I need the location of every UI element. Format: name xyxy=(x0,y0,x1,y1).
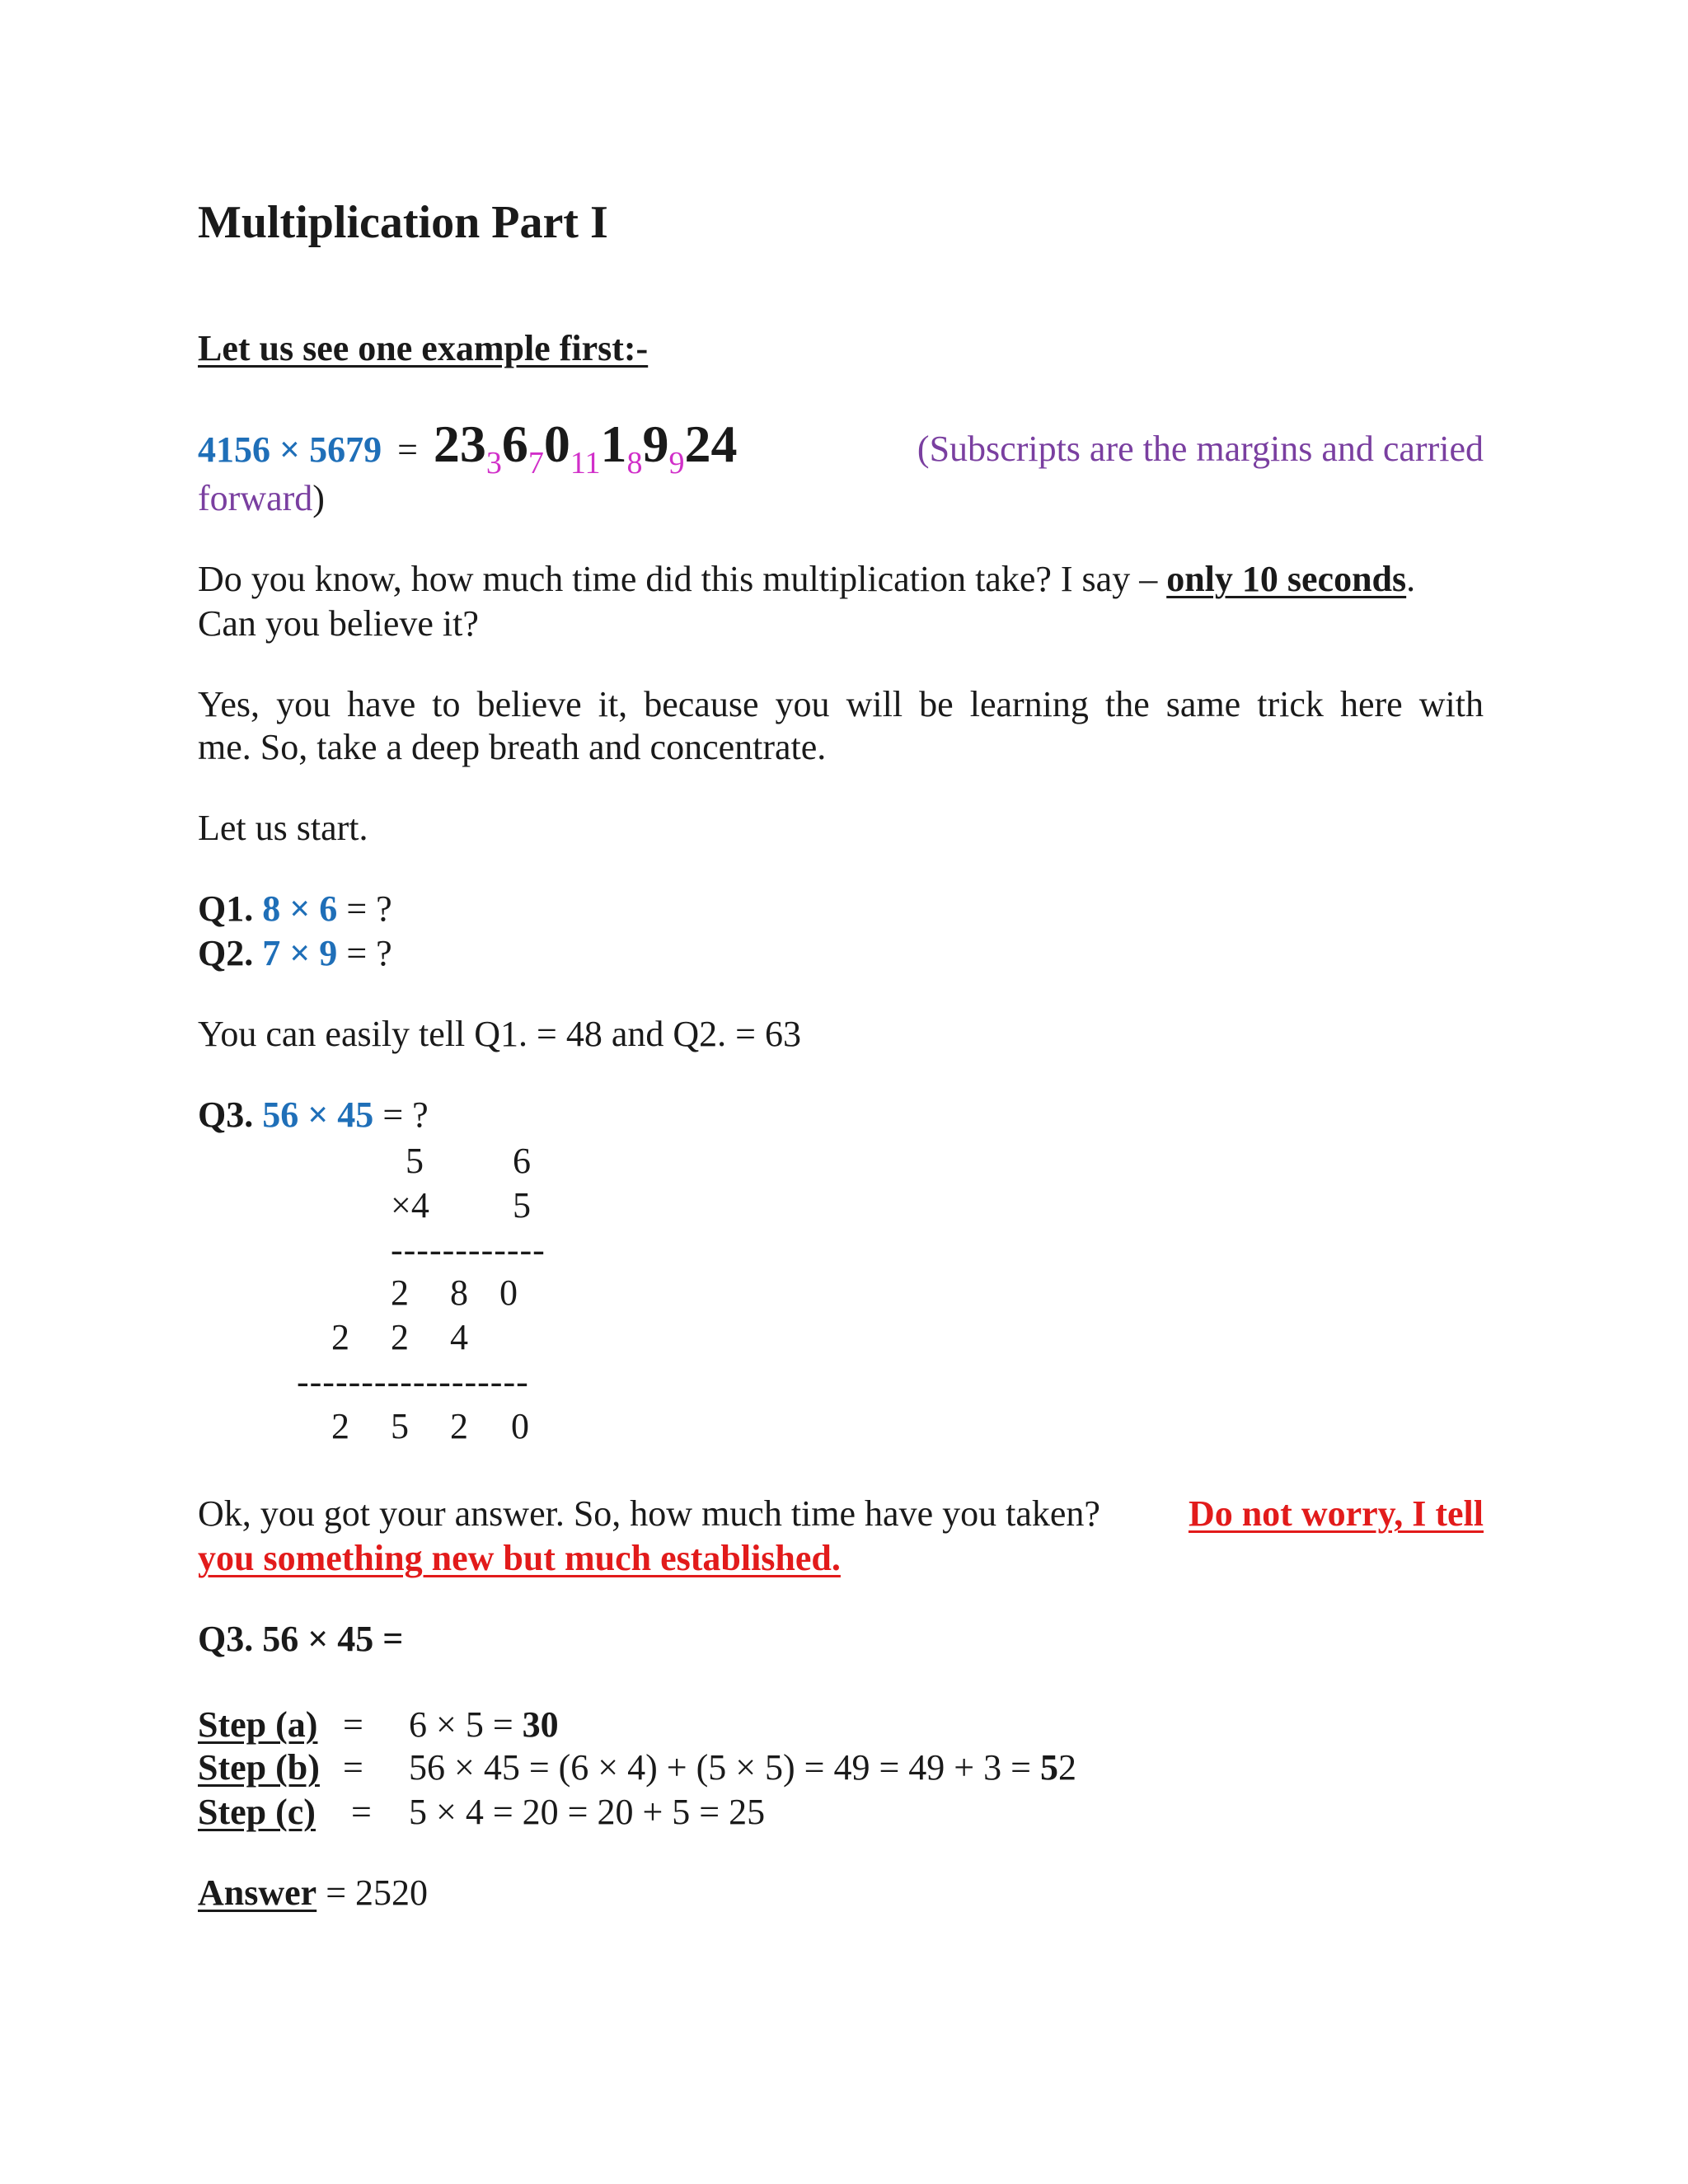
result-subscript: 8 xyxy=(626,446,643,480)
q2-label: Q2. xyxy=(198,933,254,973)
para1-text-a: Do you know, how much time did this multiplication take? I say – xyxy=(198,559,1167,599)
q2-line xyxy=(198,931,392,976)
intro-heading: Let us see one example first:- xyxy=(198,328,649,368)
result-digit: 1 xyxy=(600,415,627,473)
step-c-expr: 5 × 4 = 20 = 20 + 5 = 25 xyxy=(409,1792,766,1832)
q1-label: Q1. xyxy=(198,888,254,929)
para1-line1 xyxy=(198,557,1415,602)
para1-line2: Can you believe it? xyxy=(198,603,479,644)
para4-line1 xyxy=(198,1492,1484,1536)
q2-tail: = ? xyxy=(337,933,392,973)
step-a-expr: 6 × 5 = 30 xyxy=(409,1704,559,1745)
example-line xyxy=(198,415,1484,485)
long-mult-r5c2: 5 xyxy=(391,1406,409,1446)
long-mult-r2c1: ×4 xyxy=(391,1185,429,1226)
q3-label: Q3. xyxy=(198,1094,254,1135)
para2-line2: me. So, take a deep breath and concentrate. xyxy=(198,727,827,767)
step-b-eq: = xyxy=(343,1747,363,1788)
step-a-label: Step (a) xyxy=(198,1704,318,1745)
result-digit: 6 xyxy=(501,415,528,473)
q3-line xyxy=(198,1093,429,1137)
para2-line1: Yes, you have to believe it, because you will be learning the same trick here with xyxy=(198,684,1484,724)
long-mult-r3c2: 8 xyxy=(450,1272,468,1313)
example-note-forward: forward xyxy=(198,478,313,518)
answers-line: You can easily tell Q1. = 48 and Q2. = 63 xyxy=(198,1014,801,1054)
long-mult-r5c3: 2 xyxy=(450,1406,468,1446)
page-title: Multiplication Part I xyxy=(198,197,608,248)
long-mult-r3c3: 0 xyxy=(499,1272,518,1313)
para4-red-line1: Do not worry, I tell xyxy=(1188,1493,1484,1534)
q1-tail: = ? xyxy=(337,888,392,929)
step-b-label: Step (b) xyxy=(198,1747,320,1788)
example-note-close: ) xyxy=(312,478,325,518)
long-mult-r2c2: 5 xyxy=(513,1185,531,1226)
step-c-eq: = xyxy=(351,1792,372,1832)
q1-line xyxy=(198,887,392,931)
result-subscript: 9 xyxy=(668,446,685,480)
long-mult-r5c1: 2 xyxy=(331,1406,349,1446)
long-mult-r5c4: 0 xyxy=(511,1406,529,1446)
result-digit: 9 xyxy=(642,415,669,473)
long-mult-r1c2: 6 xyxy=(513,1141,531,1181)
q1-expr: 8 × 6 xyxy=(262,888,338,929)
para4-red-line2: you something new but much established. xyxy=(198,1538,841,1578)
long-mult-rule1: ------------ xyxy=(391,1230,546,1270)
answer-line xyxy=(198,1871,428,1915)
example-note-line2 xyxy=(198,476,325,521)
step-a-eq: = xyxy=(343,1704,363,1745)
q2-expr: 7 × 9 xyxy=(262,933,338,973)
result-subscript: 11 xyxy=(570,446,601,480)
example-equals: = xyxy=(397,429,418,470)
para4-line2 xyxy=(198,1536,841,1581)
long-mult-r3c1: 2 xyxy=(391,1272,409,1313)
result-subscript: 7 xyxy=(528,446,544,480)
step-b xyxy=(198,1746,1076,1790)
long-mult-r1c1: 5 xyxy=(406,1141,424,1181)
para1-emphasis: only 10 seconds xyxy=(1166,559,1407,599)
q3-expr: 56 × 45 xyxy=(262,1094,374,1135)
step-c xyxy=(198,1790,766,1835)
example-note-line1: (Subscripts are the margins and carried xyxy=(917,429,1484,469)
answer-value: = 2520 xyxy=(316,1872,429,1913)
long-mult-r4c3: 4 xyxy=(450,1317,468,1357)
answer-label: Answer xyxy=(198,1872,317,1913)
example-result xyxy=(433,415,738,480)
long-mult-r4c1: 2 xyxy=(331,1317,349,1357)
para1-text-b: . xyxy=(1406,559,1416,599)
step-b-expr: 56 × 45 = (6 × 4) + (5 × 5) = 49 = 49 + 3 = 52 xyxy=(409,1747,1076,1788)
q3-tail: = ? xyxy=(373,1094,429,1135)
long-mult-r4c2: 2 xyxy=(391,1317,409,1357)
long-mult-rule2: ------------------ xyxy=(297,1361,529,1402)
result-digit: 23 xyxy=(433,415,486,473)
result-digit: 0 xyxy=(543,415,570,473)
q3b-line: Q3. 56 × 45 = xyxy=(198,1619,404,1659)
example-lhs: 4156 × 5679 xyxy=(198,429,382,470)
step-c-label: Step (c) xyxy=(198,1792,316,1832)
step-a xyxy=(198,1703,559,1747)
para3: Let us start. xyxy=(198,808,368,848)
result-subscript: 3 xyxy=(485,446,502,480)
result-digit: 24 xyxy=(684,415,738,473)
para4-text: Ok, you got your answer. So, how much time have you taken? xyxy=(198,1493,1100,1534)
